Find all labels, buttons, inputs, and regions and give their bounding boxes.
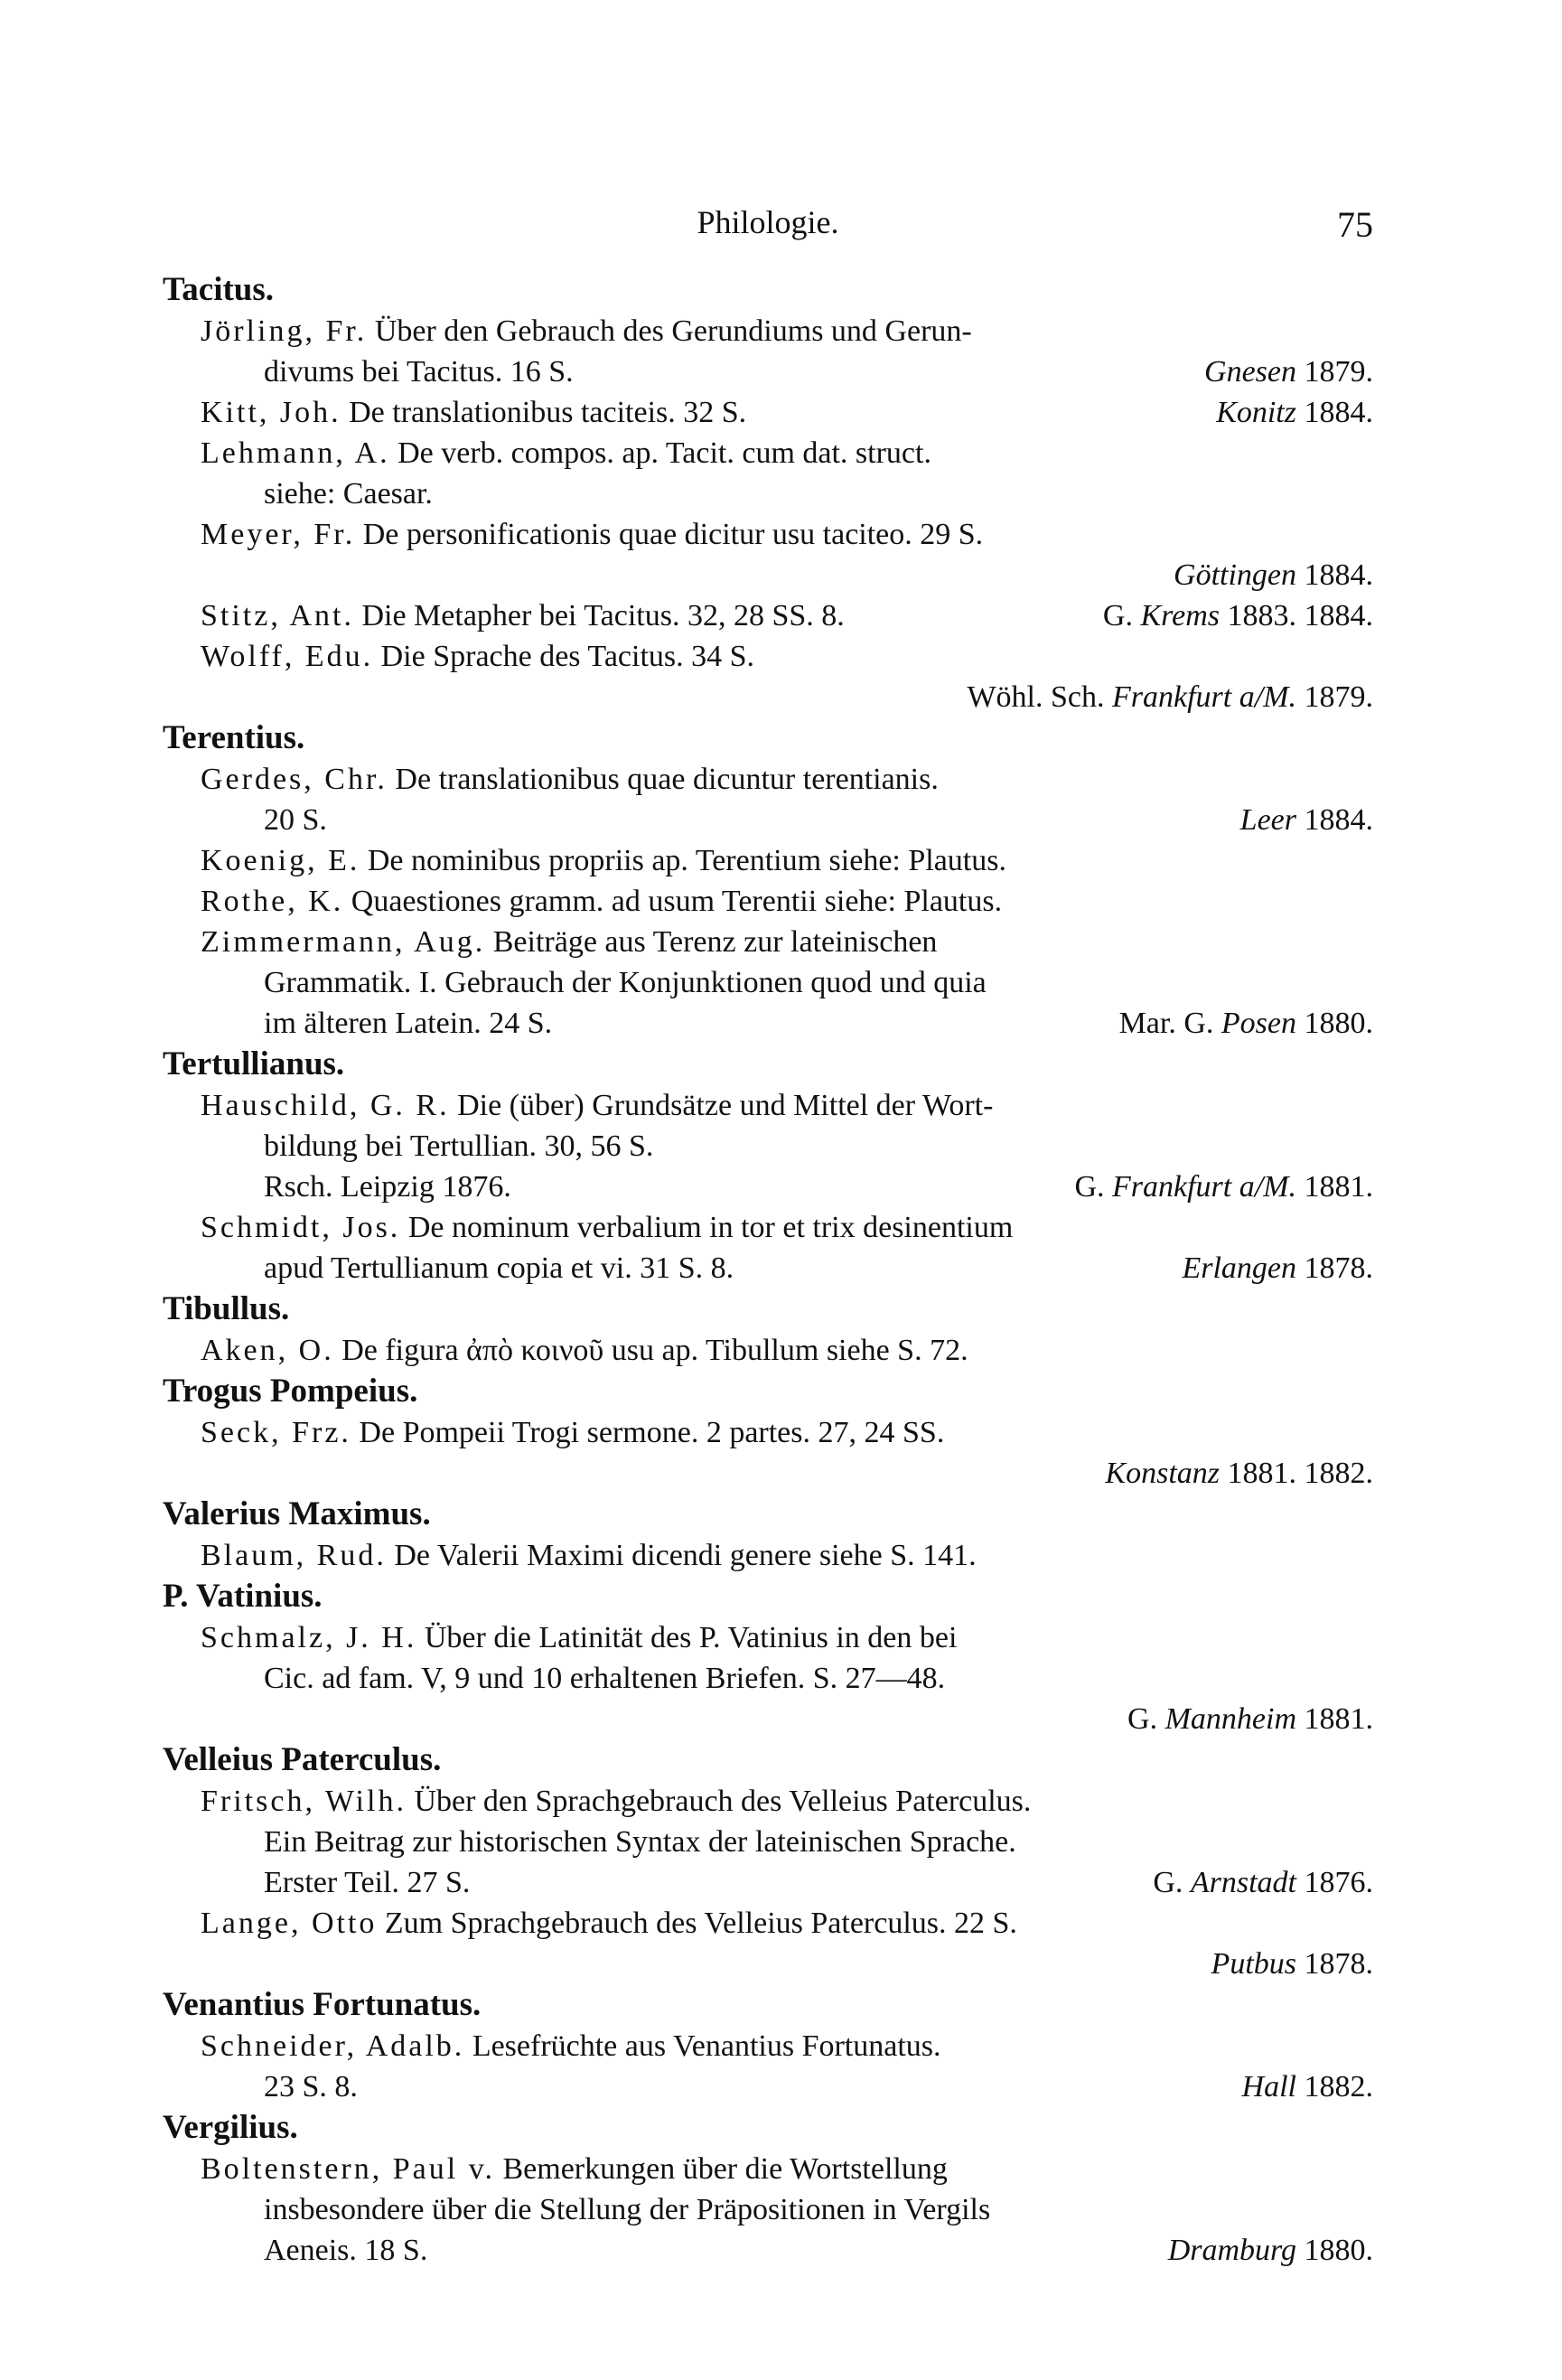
entry-line (163, 1207, 1373, 1248)
year: 1882. (1304, 2070, 1373, 2104)
entry-text: De personificationis quae dicitur usu taciteo. 29 S. (355, 518, 984, 551)
entry-text: Grammatik. I. Gebrauch der Konjunktionen quod und quia (264, 966, 987, 999)
place-name: Konitz (1216, 396, 1296, 429)
author-name: Meyer, Fr. (201, 518, 356, 551)
author-name: Koenig, E. (201, 844, 360, 877)
entry-text: Über den Gebrauch des Gerundiums und Gerun- (367, 314, 972, 348)
place-name: Erlangen (1182, 1251, 1296, 1285)
entry-text: Über die Latinität des P. Vatinius in den bei (416, 1621, 958, 1654)
year: 1881. (1304, 1170, 1373, 1204)
bibliography-entry (163, 595, 1373, 636)
entry-line (163, 2230, 1373, 2271)
entry-line (163, 1085, 1373, 1126)
entry-line (163, 881, 1373, 922)
place-name: Putbus (1211, 1947, 1296, 1981)
author-name: Schmalz, J. H. (201, 1621, 417, 1654)
school-prefix: G. (1153, 1866, 1183, 1899)
section-heading: Trogus Pompeius. (163, 1373, 418, 1410)
author-name: Hauschild, G. R. (201, 1089, 450, 1122)
entry-text: De nominibus propriis ap. Terentium siehe: Plautus. (360, 844, 1006, 877)
entry-text: De verb. compos. ap. Tacit. cum dat. struct. (389, 436, 931, 470)
entry-line (163, 800, 1373, 840)
publication-info (1103, 595, 1373, 636)
bibliography-entry (163, 1535, 1373, 1576)
place-name: Mannheim (1164, 1702, 1296, 1736)
entry-text: De nominum verbalium in tor et trix desinentium (400, 1211, 1014, 1244)
bibliography-entry (163, 1617, 1373, 1739)
entry-line (163, 1903, 1373, 1944)
entry-text: Beiträge aus Terenz zur lateinischen (485, 925, 938, 959)
entry-line (163, 2066, 1373, 2107)
author-name: Lehmann, A. (201, 436, 390, 470)
entry-line (163, 2026, 1373, 2066)
entry-text: im älteren Latein. 24 S. (264, 1007, 553, 1040)
year: 1880. (1304, 1007, 1373, 1040)
author-name: Gerdes, Chr. (201, 763, 388, 796)
entry-line (163, 2189, 1373, 2230)
bibliography-entry (163, 392, 1373, 433)
publication-info (1153, 1862, 1373, 1903)
entry-line (163, 1699, 1373, 1739)
entry-line (163, 1126, 1373, 1167)
entry-text: Quaestiones gramm. ad usum Terentii siehe: Plautus. (343, 885, 1003, 918)
page-header (163, 203, 1373, 248)
entry-line (163, 595, 1373, 636)
bibliography-entry (163, 636, 1373, 717)
bibliography-entry (163, 1207, 1373, 1288)
publication-info (1168, 2230, 1373, 2271)
entry-text: 20 S. (264, 803, 327, 837)
publication-info (1182, 1248, 1373, 1288)
entry-text: Die (über) Grundsätze und Mittel der Wort- (449, 1089, 994, 1122)
author-name: Stitz, Ant. (201, 599, 354, 632)
publication-info (1240, 800, 1373, 840)
publication-info (1216, 392, 1373, 433)
entry-text: apud Tertullianum copia et vi. 31 S. 8. (264, 1251, 734, 1285)
bibliography-entry (163, 311, 1373, 392)
publication-info (1204, 351, 1373, 392)
place-name: Leer (1239, 803, 1296, 837)
entry-text: Cic. ad fam. V, 9 und 10 erhaltenen Briefen. S. 27—48. (264, 1662, 946, 1695)
entry-text: Erster Teil. 27 S. (264, 1866, 471, 1899)
entry-text: Die Sprache des Tacitus. 34 S. (373, 640, 755, 673)
entry-line (163, 1003, 1373, 1044)
entry-line (163, 636, 1373, 677)
year: 1884. (1304, 803, 1373, 837)
section-heading: Tibullus. (163, 1290, 290, 1327)
entry-line (163, 1453, 1373, 1494)
entry-line (163, 1617, 1373, 1658)
entry-text: De translationibus quae dicuntur terentianis. (387, 763, 939, 796)
entry-line (163, 1535, 1373, 1576)
school-prefix: Wöhl. Sch. (967, 680, 1105, 714)
author-name: Lange, Otto (201, 1907, 378, 1940)
bibliography-entry (163, 2149, 1373, 2271)
entry-line (163, 473, 1373, 514)
entry-text: De Pompeii Trogi sermone. 2 partes. 27, 24 SS. (351, 1416, 945, 1449)
bibliography-entry (163, 1903, 1373, 1984)
place-name: Dramburg (1167, 2234, 1296, 2267)
section-heading: Tacitus. (163, 271, 275, 308)
entry-text: Ein Beitrag zur historischen Syntax der lateinischen Sprache. (264, 1825, 1016, 1859)
year: 1878. (1304, 1947, 1373, 1981)
school-prefix: Mar. G. (1118, 1007, 1214, 1040)
bibliography-entry (163, 840, 1373, 881)
place-name: Arnstadt (1190, 1866, 1296, 1899)
entry-text: Bemerkungen über die Wortstellung (495, 2152, 948, 2186)
entry-line (163, 1658, 1373, 1699)
school-prefix: G. (1127, 1702, 1158, 1736)
entry-line (163, 1862, 1373, 1903)
year: 1878. (1304, 1251, 1373, 1285)
year: 1884. (1304, 396, 1373, 429)
entry-text: Über den Sprachgebrauch des Velleius Paterculus. (406, 1785, 1032, 1818)
publication-info (1127, 1699, 1373, 1739)
place-name: Konstanz (1105, 1457, 1220, 1490)
bibliography-entry (163, 2026, 1373, 2107)
entry-text: Die Metapher bei Tacitus. 32, 28 SS. 8. (353, 599, 845, 632)
school-prefix: G. (1074, 1170, 1105, 1204)
entry-line (163, 311, 1373, 351)
entry-line (163, 351, 1373, 392)
entry-text: divums bei Tacitus. 16 S. (264, 355, 574, 389)
bibliography-entry (163, 881, 1373, 922)
place-name: Posen (1221, 1007, 1296, 1040)
entry-line (163, 1944, 1373, 1984)
publication-info (1242, 2066, 1373, 2107)
entry-text: siehe: Caesar. (264, 477, 433, 511)
year: 1880. (1304, 2234, 1373, 2267)
section-heading: Terentius. (163, 719, 305, 756)
school-prefix: G. (1102, 599, 1133, 632)
entry-line (163, 1781, 1373, 1822)
bibliography-entry (163, 514, 1373, 595)
place-name: Gnesen (1204, 355, 1296, 389)
entry-line (163, 433, 1373, 473)
section-heading: Vergilius. (163, 2109, 298, 2146)
entry-text: 23 S. 8. (264, 2070, 358, 2104)
author-name: Boltenstern, Paul v. (201, 2152, 495, 2186)
section-heading: Venantius Fortunatus. (163, 1986, 482, 2023)
publication-info (1119, 1003, 1373, 1044)
bibliography-entry (163, 1085, 1373, 1207)
publication-info (1174, 555, 1373, 595)
section-heading: Valerius Maximus. (163, 1495, 431, 1532)
author-name: Fritsch, Wilh. (201, 1785, 407, 1818)
entry-text: De translationibus taciteis. 32 S. (341, 396, 747, 429)
page-number: 75 (1337, 204, 1373, 245)
entry-line (163, 1330, 1373, 1371)
entry-line (163, 1822, 1373, 1862)
bibliography-entry (163, 1412, 1373, 1494)
author-name: Seck, Frz. (201, 1416, 351, 1449)
entry-line (163, 1167, 1373, 1207)
place-name: Hall (1241, 2070, 1296, 2104)
publication-info (1211, 1944, 1373, 1984)
entry-line (163, 922, 1373, 962)
author-name: Wolff, Edu. (201, 640, 374, 673)
publication-info (1105, 1453, 1373, 1494)
entry-text: Zum Sprachgebrauch des Velleius Paterculus. 22 S. (377, 1907, 1017, 1940)
entry-line (163, 840, 1373, 881)
entry-line (163, 392, 1373, 433)
author-name: Jörling, Fr. (201, 314, 368, 348)
author-name: Zimmermann, Aug. (201, 925, 486, 959)
section-heading: Velleius Paterculus. (163, 1741, 442, 1778)
author-name: Rothe, K. (201, 885, 344, 918)
author-name: Blaum, Rud. (201, 1539, 387, 1572)
year: 1881. (1304, 1702, 1373, 1736)
place-name: Frankfurt a/M. (1112, 680, 1296, 714)
entry-text: De Valerii Maximi dicendi genere siehe S. 141. (386, 1539, 977, 1572)
publication-info (1074, 1167, 1373, 1207)
entry-text: bildung bei Tertullian. 30, 56 S. (264, 1129, 654, 1163)
year: 1879. (1304, 680, 1373, 714)
entry-line (163, 514, 1373, 555)
entry-text: insbesondere über die Stellung der Präpositionen in Vergils (264, 2193, 991, 2226)
entry-line (163, 759, 1373, 800)
bibliography-entry (163, 1330, 1373, 1371)
place-name: Göttingen (1174, 558, 1296, 592)
bibliography-entry (163, 433, 1373, 514)
entry-line (163, 677, 1373, 717)
place-name: Frankfurt a/M. (1112, 1170, 1296, 1204)
entry-text: Rsch. Leipzig 1876. (264, 1170, 511, 1204)
author-name: Schneider, Adalb. (201, 2029, 465, 2063)
entry-line (163, 962, 1373, 1003)
section-heading: Tertullianus. (163, 1045, 345, 1082)
entry-text: De figura ἀπὸ κοινοῦ usu ap. Tibullum siehe S. 72. (333, 1334, 968, 1367)
bibliography-entry (163, 759, 1373, 840)
year: 1879. (1304, 355, 1373, 389)
place-name: Krems (1140, 599, 1220, 632)
page-title: Philologie. (697, 204, 839, 240)
year: 1883. 1884. (1227, 599, 1373, 632)
section-heading: P. Vatinius. (163, 1578, 323, 1615)
bibliography-entry (163, 1781, 1373, 1903)
entry-text: Aeneis. 18 S. (264, 2234, 428, 2267)
year: 1876. (1304, 1866, 1373, 1899)
publication-info (967, 677, 1373, 717)
year: 1881. 1882. (1227, 1457, 1373, 1490)
entry-line (163, 1248, 1373, 1288)
entry-text: Lesefrüchte aus Venantius Fortunatus. (464, 2029, 941, 2063)
bibliography-list (163, 269, 1373, 2271)
author-name: Kitt, Joh. (201, 396, 341, 429)
entry-line (163, 2149, 1373, 2189)
entry-line (163, 1412, 1373, 1453)
author-name: Schmidt, Jos. (201, 1211, 401, 1244)
author-name: Aken, O. (201, 1334, 334, 1367)
entry-line (163, 555, 1373, 595)
bibliography-entry (163, 922, 1373, 1044)
year: 1884. (1304, 558, 1373, 592)
